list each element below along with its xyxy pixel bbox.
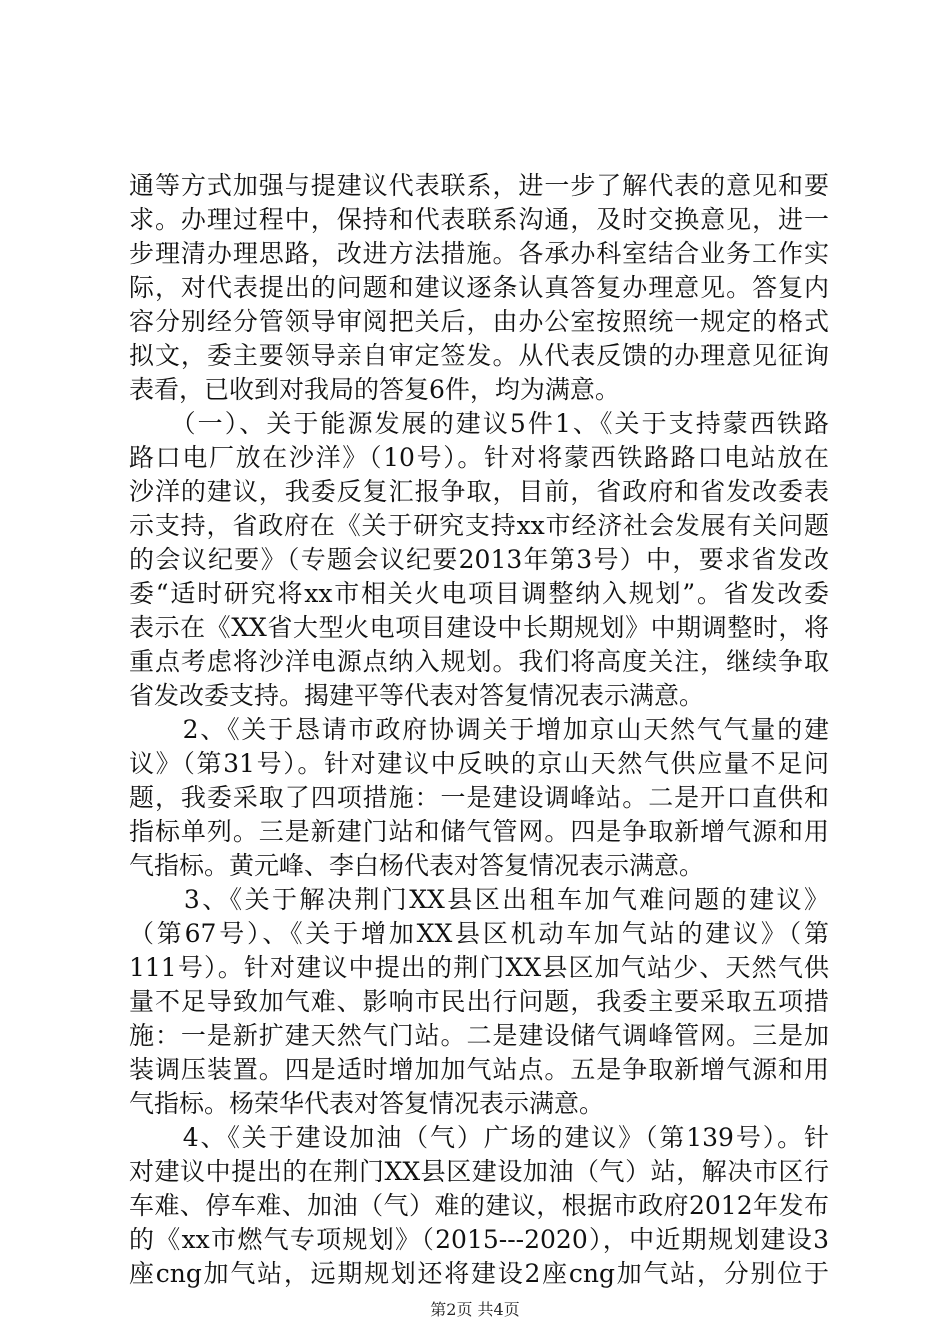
paragraph-line: （一）、关于能源发展的建议5件1、《关于支持蒙西铁路 — [129, 409, 829, 438]
paragraph-line: （第67号）、《关于增加XX县区机动车加气站的建议》（第 — [129, 919, 829, 948]
paragraph-line: 气指标。杨荣华代表对答复情况表示满意。 — [129, 1089, 605, 1118]
paragraph-line: 4、《关于建设加油（气）广场的建议》（第139号）。针 — [129, 1123, 829, 1152]
paragraph-line: 3、《关于解决荆门XX县区出租车加气难问题的建议》 — [129, 885, 829, 914]
paragraph-line: 议》（第31号）。针对建议中反映的京山天然气供应量不足问 — [129, 749, 829, 778]
paragraph-line: 省发改委支持。揭建平等代表对答复情况表示满意。 — [129, 681, 705, 710]
paragraph-line: 示支持，省政府在《关于研究支持xx市经济社会发展有关问题 — [129, 511, 829, 540]
paragraph-line: 的会议纪要》（专题会议纪要2013年第3号）中，要求省发改 — [129, 545, 829, 574]
paragraph-line: 求。办理过程中，保持和代表联系沟通，及时交换意见，进一 — [129, 205, 829, 234]
paragraph-line: 表示在《XX省大型火电项目建设中长期规划》中期调整时，将 — [129, 613, 829, 642]
paragraph-line: 装调压装置。四是适时增加加气站点。五是争取新增气源和用 — [129, 1055, 829, 1084]
paragraph-line: 气指标。黄元峰、李白杨代表对答复情况表示满意。 — [129, 851, 705, 880]
paragraph-line: 车难、停车难、加油（气）难的建议，根据市政府2012年发布 — [129, 1191, 829, 1220]
paragraph-line: 题，我委采取了四项措施：一是建设调峰站。二是开口直供和 — [129, 783, 829, 812]
paragraph-line: 量不足导致加气难、影响市民出行问题，我委主要采取五项措 — [129, 987, 829, 1016]
paragraph-line: 路口电厂放在沙洋》（10号）。针对将蒙西铁路路口电站放在 — [129, 443, 829, 472]
paragraph-line: 指标单列。三是新建门站和储气管网。四是争取新增气源和用 — [129, 817, 829, 846]
paragraph-line: 座cng加气站，远期规划还将建设2座cng加气站，分别位于 — [129, 1259, 829, 1288]
paragraph-line: 际，对代表提出的问题和建议逐条认真答复办理意见。答复内 — [129, 273, 829, 302]
paragraph-line: 表看，已收到对我局的答复6件，均为满意。 — [129, 375, 620, 404]
paragraph-line: 通等方式加强与提建议代表联系，进一步了解代表的意见和要 — [129, 171, 829, 200]
paragraph-line: 步理清办理思路，改进方法措施。各承办科室结合业务工作实 — [129, 239, 829, 268]
paragraph-line: 对建议中提出的在荆门XX县区建设加油（气）站，解决市区行 — [129, 1157, 829, 1186]
paragraph-line: 拟文，委主要领导亲自审定签发。从代表反馈的办理意见征询 — [129, 341, 829, 370]
paragraph-line: 施：一是新扩建天然气门站。二是建设储气调峰管网。三是加 — [129, 1021, 829, 1050]
page-footer: 第2页 共4页 — [430, 1300, 520, 1319]
paragraph-line: 沙洋的建议，我委反复汇报争取，目前，省政府和省发改委表 — [129, 477, 829, 506]
paragraph-line: 111号）。针对建议中提出的荆门XX县区加气站少、天然气供 — [129, 953, 829, 982]
paragraph-line: 2、《关于恳请市政府协调关于增加京山天然气气量的建 — [129, 715, 829, 744]
paragraph-line: 委“适时研究将xx市相关火电项目调整纳入规划”。省发改委 — [129, 579, 829, 608]
paragraph-line: 的《xx市燃气专项规划》（2015---2020），中近期规划建设3 — [129, 1225, 829, 1254]
paragraph-line: 重点考虑将沙洋电源点纳入规划。我们将高度关注，继续争取 — [129, 647, 829, 676]
paragraph-line: 容分别经分管领导审阅把关后，由办公室按照统一规定的格式 — [129, 307, 829, 336]
